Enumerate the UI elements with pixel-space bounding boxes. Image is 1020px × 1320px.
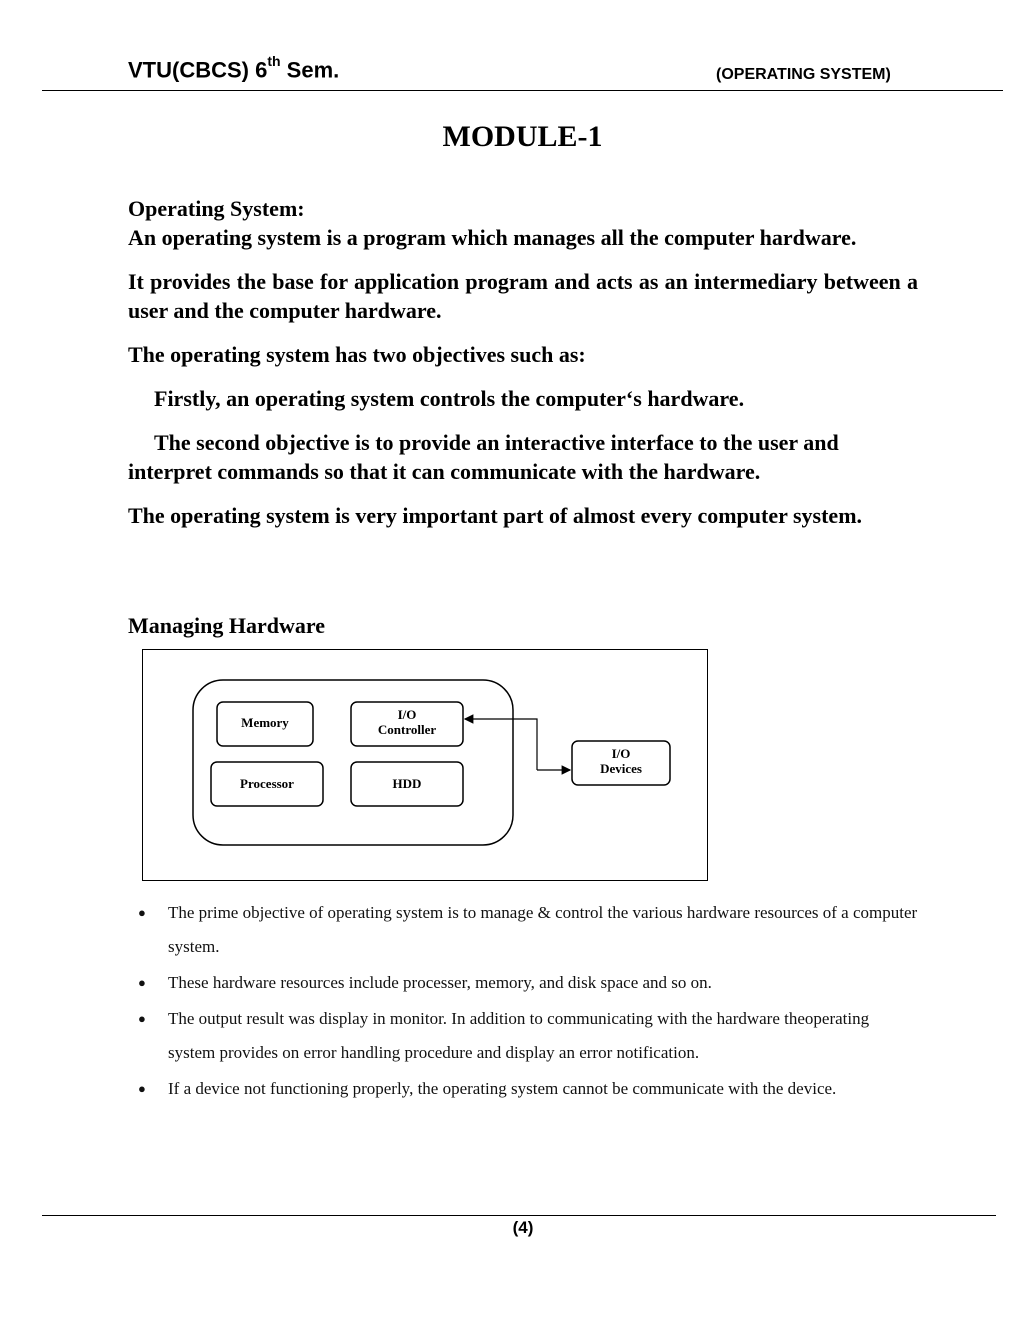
header-course-sup: th	[267, 53, 281, 69]
intro-section	[128, 194, 918, 530]
list-item-text: The prime objective of operating system is to manage & control the various hardware resources of a computer system.	[168, 903, 918, 956]
intro-paragraph: The operating system is very important part of almost every computer system.	[128, 503, 863, 528]
io-devices-label-line1: I/O	[611, 746, 631, 761]
io-devices-label-line2: Devices	[600, 761, 642, 776]
list-item	[138, 1072, 918, 1106]
list-item	[138, 1002, 918, 1070]
intro-heading: Operating System:	[128, 196, 305, 221]
processor-label: Processor	[240, 776, 294, 791]
bullet-icon: ●	[138, 975, 146, 990]
bullet-icon: ●	[138, 905, 146, 920]
list-item	[138, 966, 918, 1000]
connector-to-controller-arrow	[465, 719, 537, 770]
intro-paragraph: The operating system has two objectives such as:	[128, 342, 586, 367]
header-subject: (OPERATING SYSTEM)	[716, 66, 891, 83]
io-controller-label-line1: I/O	[397, 707, 417, 722]
list-item-text: These hardware resources include processer, memory, and disk space and so on.	[168, 973, 712, 992]
intro-paragraph: It provides the base for application program and acts as an intermediary between a user and the computer hardware.	[128, 269, 918, 323]
list-item-text: The output result was display in monitor. In addition to communicating with the hardware theoperating system provides on error handling procedure and display an error notification.	[168, 1009, 870, 1062]
io-controller-label-line2: Controller	[377, 722, 437, 737]
list-item	[138, 896, 918, 964]
intro-paragraph: An operating system is a program which manages all the computer hardware.	[128, 225, 857, 250]
bullet-icon: ●	[138, 1081, 146, 1096]
list-item-text: If a device not functioning properly, the operating system cannot be communicate with the device.	[168, 1079, 837, 1098]
hdd-label: HDD	[392, 776, 422, 791]
section-heading: Managing Hardware	[128, 613, 325, 638]
page-number: (4)	[512, 1218, 534, 1237]
objective-item: The second objective is to provide an interactive interface to the user and interpret commands so that it can communicate with the hardware.	[128, 430, 839, 484]
bullet-list	[138, 896, 918, 1108]
header-course	[128, 53, 340, 83]
footer-divider	[42, 1215, 996, 1216]
hardware-diagram	[142, 649, 708, 881]
bullet-icon: ●	[138, 1011, 146, 1026]
header-course-suffix: Sem.	[280, 57, 340, 83]
memory-label: Memory	[241, 715, 289, 730]
objective-item: Firstly, an operating system controls the computer‘s hardware.	[154, 386, 745, 411]
header-divider	[42, 90, 1003, 91]
hardware-diagram-svg	[143, 650, 709, 882]
header-course-prefix: VTU(CBCS) 6	[128, 57, 268, 83]
page-title: MODULE-1	[442, 120, 603, 153]
